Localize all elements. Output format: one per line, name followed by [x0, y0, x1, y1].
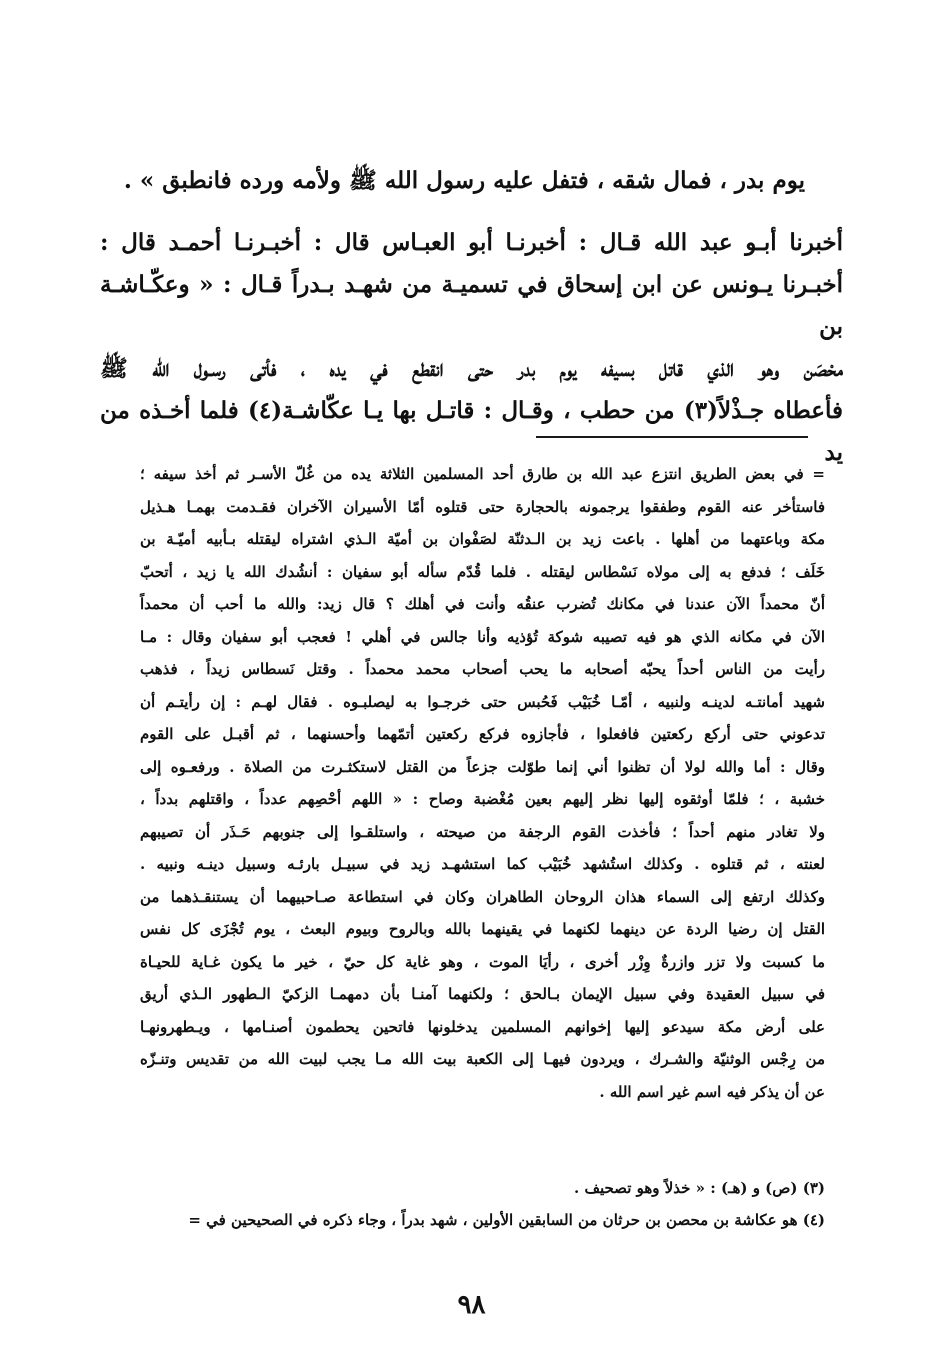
main-paragraph-line: محْصَن وهو الذي قاتل بسيفه يوم بدر حتى انقطع في يده ، فأتى رسـول الله ﷺ [100, 355, 843, 382]
main-continuation-line: يوم بدر ، فمال شقه ، فتفل عليه رسول الله ﷺ ولأمه ورده فانطبق » . [123, 167, 805, 194]
footnote-continued [140, 458, 825, 1108]
footnote-line: فاستأخر عنه القوم وطفقوا يرجمونه بالحجارة حتى قتلوه أمّا الأسيران الآخران فقـدمت بهمـا هـذيل [140, 497, 825, 516]
footnote-line: في سبيل العقيدة وفي سبيل الإيمان بـالحق ؛ ولكنهما آمنـا بأن دمهمـا الزكيّ الـطهور الـذي أريق [140, 985, 825, 1003]
page-number: ٩٨ [457, 1290, 486, 1320]
footnote-line: مكة وباعتهما من أهلها . باعت زيد بن الـدثنّة لصَفْوان بن أميّة الـذي اشتراه ليقتله بـأبيه أميّـة بن [140, 530, 825, 548]
footnote-separator [536, 436, 808, 438]
main-paragraph-line: أخبرنا أبـو عبد الله قـال : أخبرنـا أبو العبـاس قال : أخبـرنـا أحمـد قال : [100, 229, 843, 256]
footnote-line: على أرض مكة سيدعو إليها إخوانهم المسلمين يدخلونها فاتحين يحطمون أصنـامها ، ويـطهرونهـا [140, 1017, 825, 1036]
footnote-line: القتل إن رضيا الردة عن دينهما لكنهما في يقينهما بالله وبالروح وبيوم البعث ، يوم تُجْزَى كل نفس [140, 920, 825, 938]
main-paragraph-line: أخبـرنا يـونس عن ابن إسحاق في تسميـة من شهـد بـدراً قـال : « وعكّـاشـة بن [100, 271, 843, 340]
footnote-line: ما كسبت ولا تزر وازرةٌ وِزْر أخرى ، رأيَا الموت ، وهو غاية كل حيّ ، خير ما يكون غـاية للحيـاة [140, 952, 825, 971]
footnote-3: (٣) (ص) و (هـ) : « خذلاً وهو تصحيف . [574, 1179, 825, 1197]
footnote-4: (٤) هو عكاشة بن محصن بن حرثان من السابقين الأولين ، شهد بدراً ، وجاء ذكره في الصحيحين في = [188, 1211, 825, 1229]
footnote-line: = في بعض الطريق انتزع عبد الله بن طارق أحد المسلمين الثلاثة يده من غُلّ الأسـر ثم أخذ سيفه ؛ [140, 465, 825, 483]
footnote-line: خَلَف ؛ فدفع به إلى مولاه نَسْطاس ليقتله . فلما قُدّم سأله أبو سفيان : أنشُدك الله يا زيد ، أتحبّ [140, 562, 825, 581]
footnote-line: وقال : أما والله لولا أن تظنوا أني إنما طوّلت جزعاً من القتل لاستكثـرت من الصلاة . ورفعـوه إلى [140, 757, 825, 776]
footnote-line: لعنته ، ثم قتلوه . وكذلك استُشهد خُبَيْب كما استشهـد زيد في سبيـل بارئـه وسبيل دينـه ونبيه . [140, 855, 825, 873]
main-paragraph-line: فأعطاه جـذْلاً(٣) من حطب ، وقـال : قاتـل بها يـا عكّاشـة(٤) فلما أخـذه من يد [100, 397, 844, 466]
footnote-line: تدعوني حتى أركع ركعتين فافعلوا ، فأجازوه فركع ركعتين أتمّهما وأحسنهما ، ثم أقبـل على القوم [140, 725, 825, 743]
footnote-line: الآن في مكانه الذي هو فيه تصيبه شوكة تُؤذيه وأنا جالس في أهلي ! فعجب أبو سفيان وقال : مـا [140, 627, 825, 646]
footnote-line: رأيت من الناس أحداً يحبّه أصحابه ما يحب أصحاب محمد محمداً . وقتل نَسطاس زيداً ، فذهب [140, 660, 825, 678]
footnote-line: عن أن يذكر فيه اسم غير اسم الله . [599, 1082, 825, 1101]
footnote-line: خشبة ، ؛ فلمّا أوثقوه إليها نظر إليهم بعين مُغْضبة وصاح : « اللهم أحْصِهم عدداً ، واقتلهم بدداً ، [140, 790, 825, 808]
footnote-line: من رِجْس الوثنيّة والشـرك ، ويردون فيهـا إلى الكعبة بيت الله مـا يجب لبيت الله من تقديس وتنـزّه [140, 1050, 825, 1068]
footnote-line: أنّ محمداً الآن عندنا في مكانك تُضرب عنقُه وأنت في أهلك ؟ قال زيد: والله ما أحب أن محمداً [140, 595, 825, 613]
footnote-line: ولا تغادر منهم أحداً ؛ فأخذت القوم الرجفة من صيحته ، واستلقـوا إلى جنوبهم حَـذَر أن تصيبهم [140, 822, 825, 841]
footnote-line: وكذلك ارتفع إلى السماء هذان الروحان الطاهران وكان في استطاعة صـاحبيهما أن يستنقـذهما من [140, 887, 825, 906]
footnote-line: شهيد أمانتـه لدينـه ولنبيه ، أمّـا خُبَيْب فَحُبس حتى خرجـوا به ليصلبـوه . فقال لهـم : إن رأيتـم أن [140, 692, 825, 711]
